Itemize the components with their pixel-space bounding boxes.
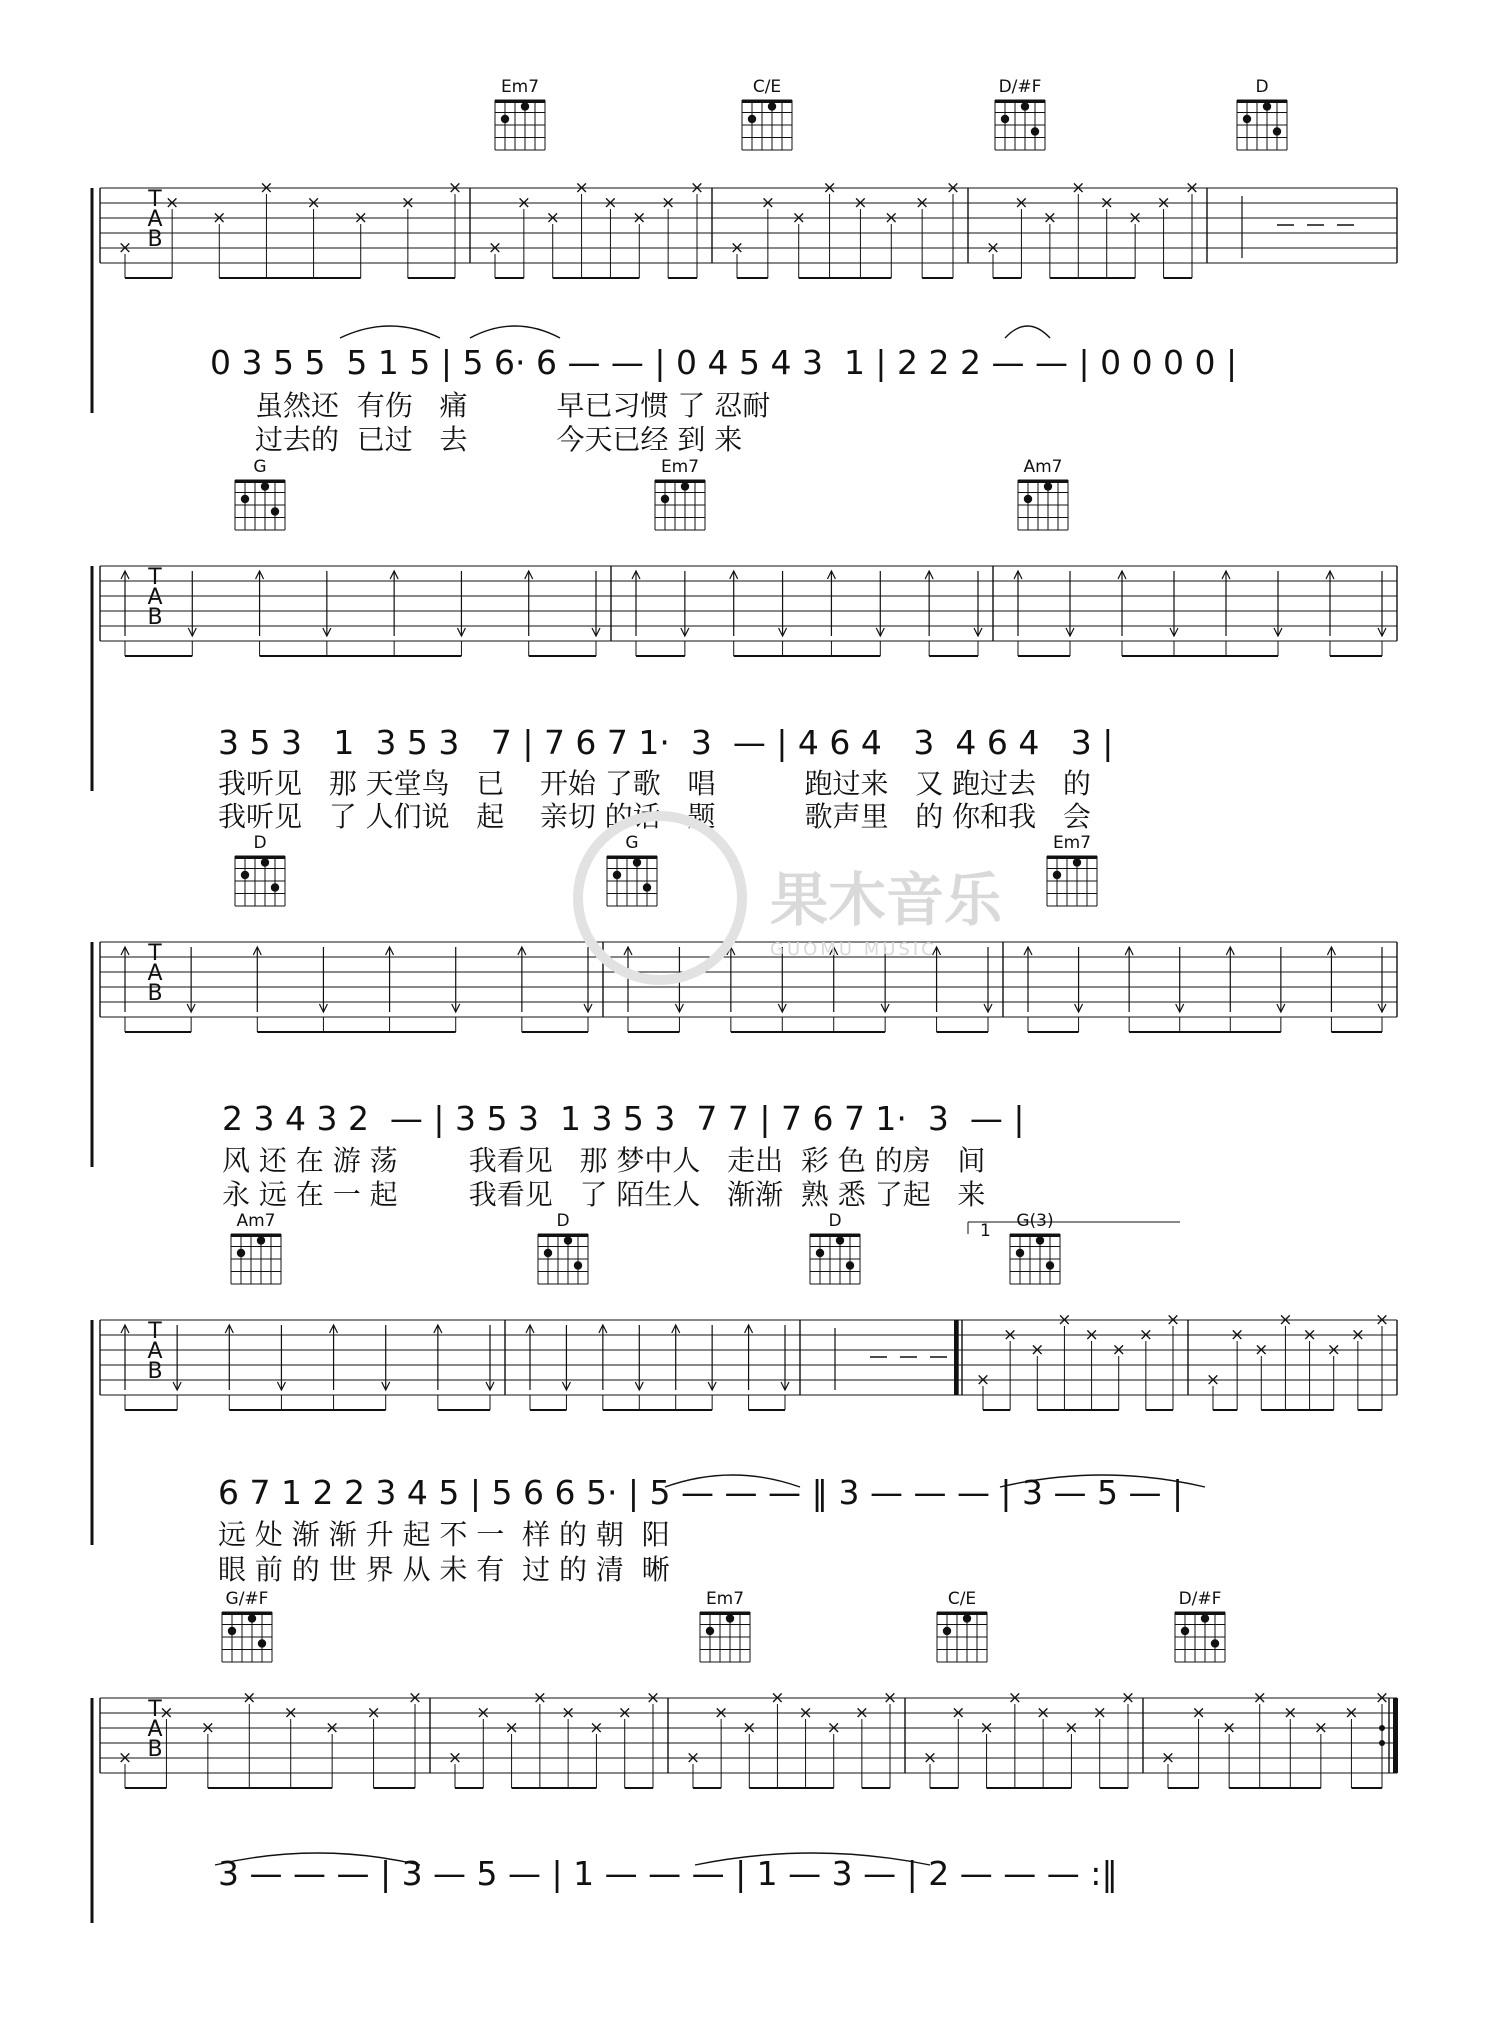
lyric-line: 远 处 渐 渐 升 起 不 一 样 的 朝 阳 xyxy=(218,1518,670,1551)
chord-dot xyxy=(1046,1261,1054,1269)
note-x: × xyxy=(945,178,961,198)
note-x: × xyxy=(407,1688,423,1708)
chord-dot xyxy=(846,1261,854,1269)
note-x: × xyxy=(1205,1370,1221,1390)
chord-name: D xyxy=(556,1211,570,1231)
tab-letter: T xyxy=(148,941,162,966)
double-barline xyxy=(954,1320,958,1395)
note-x: × xyxy=(532,1688,547,1708)
note-x: × xyxy=(165,193,180,213)
chord-dot xyxy=(564,1236,572,1244)
tab-letter: B xyxy=(147,605,163,630)
chord-name: D xyxy=(1255,77,1269,97)
tab-letter: T xyxy=(148,1697,162,1722)
chord-dot xyxy=(1044,482,1052,490)
chord-dot xyxy=(574,1261,582,1269)
note-x: × xyxy=(447,1748,463,1768)
chord-dot xyxy=(1073,858,1081,866)
note-x: × xyxy=(882,1688,898,1708)
note-x: × xyxy=(1064,1718,1079,1738)
note-x: × xyxy=(661,193,676,213)
chord-diagram xyxy=(235,457,285,530)
watermark xyxy=(578,816,1003,980)
chord-dot xyxy=(643,883,651,891)
lyric-line: 过去的 已过 去 今天已经 到 来 xyxy=(255,423,743,456)
jianpu-notation: 3 — — — | 3 — 5 — | 1 — — — | 1 — 3 — | 2 — — — :‖ xyxy=(218,1854,1118,1893)
chord-dot xyxy=(1201,1614,1209,1622)
tab-letter: T xyxy=(148,565,162,590)
chord-dot xyxy=(257,1236,265,1244)
note-x: × xyxy=(645,1688,661,1708)
chord-name: G/#F xyxy=(225,1589,269,1609)
chord-name: G xyxy=(625,833,639,853)
note-x: × xyxy=(516,193,531,213)
lyric-line: 虽然还 有伤 痛 早已习惯 了 忍耐 xyxy=(255,389,771,422)
chord-dot xyxy=(706,1627,714,1635)
note-x: × xyxy=(985,238,1001,258)
chord-diagram xyxy=(1175,1589,1225,1662)
note-x: × xyxy=(366,1703,381,1723)
note-x: × xyxy=(487,238,503,258)
note-x: × xyxy=(617,1703,632,1723)
note-x: × xyxy=(798,1703,813,1723)
note-x: × xyxy=(854,1703,869,1723)
chord-dot xyxy=(943,1627,951,1635)
chord-diagram xyxy=(655,457,705,530)
chord-dot xyxy=(1053,871,1061,879)
note-x: × xyxy=(632,208,647,228)
chord-name: Em7 xyxy=(500,77,540,97)
chord-diagram xyxy=(235,833,285,906)
chord-dot xyxy=(1031,127,1039,135)
note-x: × xyxy=(476,1703,491,1723)
note-x: × xyxy=(353,208,368,228)
lyric-line: 风 还 在 游 荡 我看见 那 梦中人 走出 彩 色 的房 间 xyxy=(222,1144,986,1177)
note-x: × xyxy=(742,1718,757,1738)
chord-dot xyxy=(228,1627,236,1635)
chord-dot xyxy=(241,495,249,503)
note-x: × xyxy=(714,1703,729,1723)
chord-name: D/#F xyxy=(1178,1589,1222,1609)
volta-bracket xyxy=(968,1221,1180,1241)
chord-name: C/E xyxy=(752,77,782,97)
chord-dot xyxy=(726,1614,734,1622)
jianpu-notation: 3 5 3 1 3 5 3 7 | 7 6 7 1· 3 — | 4 6 4 3 4 6 4 3 | xyxy=(218,723,1114,762)
note-x: × xyxy=(1344,1703,1359,1723)
note-x: × xyxy=(589,1718,604,1738)
chord-name: Em7 xyxy=(660,457,700,477)
note-x: × xyxy=(1350,1325,1365,1345)
note-x: × xyxy=(400,193,415,213)
note-x: × xyxy=(1092,1703,1107,1723)
chord-name: G xyxy=(253,457,267,477)
note-x: × xyxy=(242,1688,257,1708)
note-x: × xyxy=(504,1718,519,1738)
chord-name: Em7 xyxy=(1052,833,1092,853)
chord-dot xyxy=(661,495,669,503)
chord-dot xyxy=(1181,1627,1189,1635)
tie-arc xyxy=(340,326,440,338)
volta-number: 1 xyxy=(980,1221,991,1241)
chord-name: D/#F xyxy=(998,77,1042,97)
note-x: × xyxy=(853,193,868,213)
chord-dot xyxy=(1036,1236,1044,1244)
note-x: × xyxy=(1191,1703,1206,1723)
chord-diagram xyxy=(607,833,657,906)
chord-dot xyxy=(1001,115,1009,123)
note-x: × xyxy=(1326,1340,1341,1360)
chord-dot xyxy=(1021,102,1029,110)
chord-name: Am7 xyxy=(236,1211,276,1231)
tab-letter: B xyxy=(147,981,163,1006)
chord-dot xyxy=(237,1249,245,1257)
lyric-line: 我听见 了 人们说 起 亲切 的话 题 歌声里 的 你和我 会 xyxy=(218,800,1091,833)
chord-dot xyxy=(248,1614,256,1622)
tab-letter: A xyxy=(147,1717,163,1742)
note-x: × xyxy=(325,1718,340,1738)
chord-dot xyxy=(681,482,689,490)
note-x: × xyxy=(791,208,806,228)
lyric-line: 永 远 在 一 起 我看见 了 陌生人 渐渐 熟 悉 了起 来 xyxy=(222,1178,986,1211)
note-x: × xyxy=(689,178,705,198)
tab-letter: B xyxy=(147,1737,163,1762)
tab-letter: B xyxy=(147,1359,163,1384)
tab-letter: B xyxy=(147,227,163,252)
tab-letter: T xyxy=(148,1319,162,1344)
note-x: × xyxy=(1003,1325,1018,1345)
note-x: × xyxy=(1374,1688,1390,1708)
note-x: × xyxy=(603,193,618,213)
note-x: × xyxy=(1007,1688,1022,1708)
note-x: × xyxy=(1165,1310,1181,1330)
note-x: × xyxy=(159,1703,174,1723)
note-x: × xyxy=(1222,1718,1237,1738)
chord-diagram xyxy=(995,77,1045,150)
chord-diagram xyxy=(231,1211,281,1284)
note-x: × xyxy=(1042,208,1057,228)
chord-dot xyxy=(1243,115,1251,123)
note-x: × xyxy=(117,238,133,258)
chord-dot xyxy=(633,858,641,866)
note-x: × xyxy=(447,178,463,198)
note-x: × xyxy=(979,1718,994,1738)
chord-dot xyxy=(1211,1639,1219,1647)
chord-diagram xyxy=(1018,457,1068,530)
note-x: × xyxy=(975,1370,991,1390)
note-x: × xyxy=(1160,1748,1176,1768)
note-x: × xyxy=(1184,178,1200,198)
chord-dot xyxy=(1016,1249,1024,1257)
note-x: × xyxy=(729,238,745,258)
chord-diagram xyxy=(742,77,792,150)
note-x: × xyxy=(1120,1688,1136,1708)
chord-diagram xyxy=(810,1211,860,1284)
note-x: × xyxy=(915,193,930,213)
note-x: × xyxy=(822,178,837,198)
note-x: × xyxy=(884,208,899,228)
chord-dot xyxy=(1024,495,1032,503)
note-x: × xyxy=(1128,208,1143,228)
note-x: × xyxy=(1254,1340,1269,1360)
chord-name: D xyxy=(828,1211,842,1231)
chord-dot xyxy=(261,482,269,490)
chord-diagram xyxy=(937,1589,987,1662)
note-x: × xyxy=(561,1703,576,1723)
chord-dot xyxy=(521,102,529,110)
tie-arc xyxy=(470,326,560,338)
chord-dot xyxy=(271,883,279,891)
note-x: × xyxy=(212,208,227,228)
chord-diagram xyxy=(1237,77,1287,150)
chord-name: G(3) xyxy=(1016,1211,1054,1231)
note-x: × xyxy=(1099,193,1114,213)
tab-letter: A xyxy=(147,207,163,232)
lyric-line: 我听见 那 天堂鸟 已 开始 了歌 唱 跑过来 又 跑过去 的 xyxy=(218,767,1091,800)
chord-dot xyxy=(261,858,269,866)
chord-name: D xyxy=(253,833,267,853)
note-x: × xyxy=(1252,1688,1267,1708)
note-x: × xyxy=(1030,1340,1045,1360)
note-x: × xyxy=(1138,1325,1153,1345)
note-x: × xyxy=(259,178,274,198)
jianpu-notation: 2 3 4 3 2 — | 3 5 3 1 3 5 3 7 7 | 7 6 7 1· 3 — | xyxy=(222,1099,1025,1138)
chord-dot xyxy=(836,1236,844,1244)
lyric-line: 眼 前 的 世 界 从 未 有 过 的 清 晰 xyxy=(218,1553,670,1586)
note-x: × xyxy=(951,1703,966,1723)
note-x: × xyxy=(1036,1703,1051,1723)
note-x: × xyxy=(117,1748,133,1768)
note-x: × xyxy=(1014,193,1029,213)
note-x: × xyxy=(760,193,775,213)
chord-dot xyxy=(501,115,509,123)
chord-dot xyxy=(241,871,249,879)
chord-diagram xyxy=(1047,833,1097,906)
note-x: × xyxy=(922,1748,938,1768)
note-x: × xyxy=(283,1703,298,1723)
chord-dot xyxy=(271,507,279,515)
tie-arc xyxy=(1005,326,1050,338)
note-x: × xyxy=(826,1718,841,1738)
final-barline xyxy=(1393,1698,1398,1773)
chord-name: Em7 xyxy=(705,1589,745,1609)
chord-dot xyxy=(1273,127,1281,135)
chord-dot xyxy=(748,115,756,123)
watermark-logo xyxy=(578,816,742,980)
chord-dot xyxy=(768,102,776,110)
tab-letter: A xyxy=(147,961,163,986)
chord-diagram xyxy=(222,1589,272,1662)
note-x: × xyxy=(200,1718,215,1738)
note-x: × xyxy=(545,208,560,228)
note-x: × xyxy=(574,178,589,198)
chord-diagram xyxy=(700,1589,750,1662)
jianpu-notation: 0 3 5 5 5 1 5 | 5 6· 6 — — | 0 4 5 4 3 1 | 2 2 2 — — | 0 0 0 0 | xyxy=(210,343,1238,382)
note-x: × xyxy=(1111,1340,1126,1360)
watermark-sub: GUOMU MUSIC xyxy=(770,939,937,960)
chord-dot xyxy=(816,1249,824,1257)
chord-name: Am7 xyxy=(1023,457,1063,477)
chord-dot xyxy=(963,1614,971,1622)
note-x: × xyxy=(306,193,321,213)
note-x: × xyxy=(1084,1325,1099,1345)
note-x: × xyxy=(1302,1325,1317,1345)
note-x: × xyxy=(1313,1718,1328,1738)
note-x: × xyxy=(1156,193,1171,213)
tab-letter: A xyxy=(147,585,163,610)
note-x: × xyxy=(685,1748,701,1768)
chord-dot xyxy=(1263,102,1271,110)
jianpu-notation: 6 7 1 2 2 3 4 5 | 5 6 6 5· | 5 — — — ‖ 3 — — — | 3 — 5 — | xyxy=(218,1473,1184,1512)
note-x: × xyxy=(1374,1310,1390,1330)
chord-name: C/E xyxy=(947,1589,977,1609)
note-x: × xyxy=(1057,1310,1072,1330)
note-x: × xyxy=(1230,1325,1245,1345)
chord-dot xyxy=(544,1249,552,1257)
note-x: × xyxy=(1071,178,1086,198)
chord-dot xyxy=(258,1639,266,1647)
note-x: × xyxy=(1278,1310,1293,1330)
chord-diagram xyxy=(495,77,545,150)
chord-diagram xyxy=(538,1211,588,1284)
tab-letter: T xyxy=(148,187,162,212)
note-x: × xyxy=(1283,1703,1298,1723)
note-x: × xyxy=(770,1688,785,1708)
tab-letter: A xyxy=(147,1339,163,1364)
watermark-brand: 果木音乐 xyxy=(770,866,1003,934)
chord-dot xyxy=(613,871,621,879)
